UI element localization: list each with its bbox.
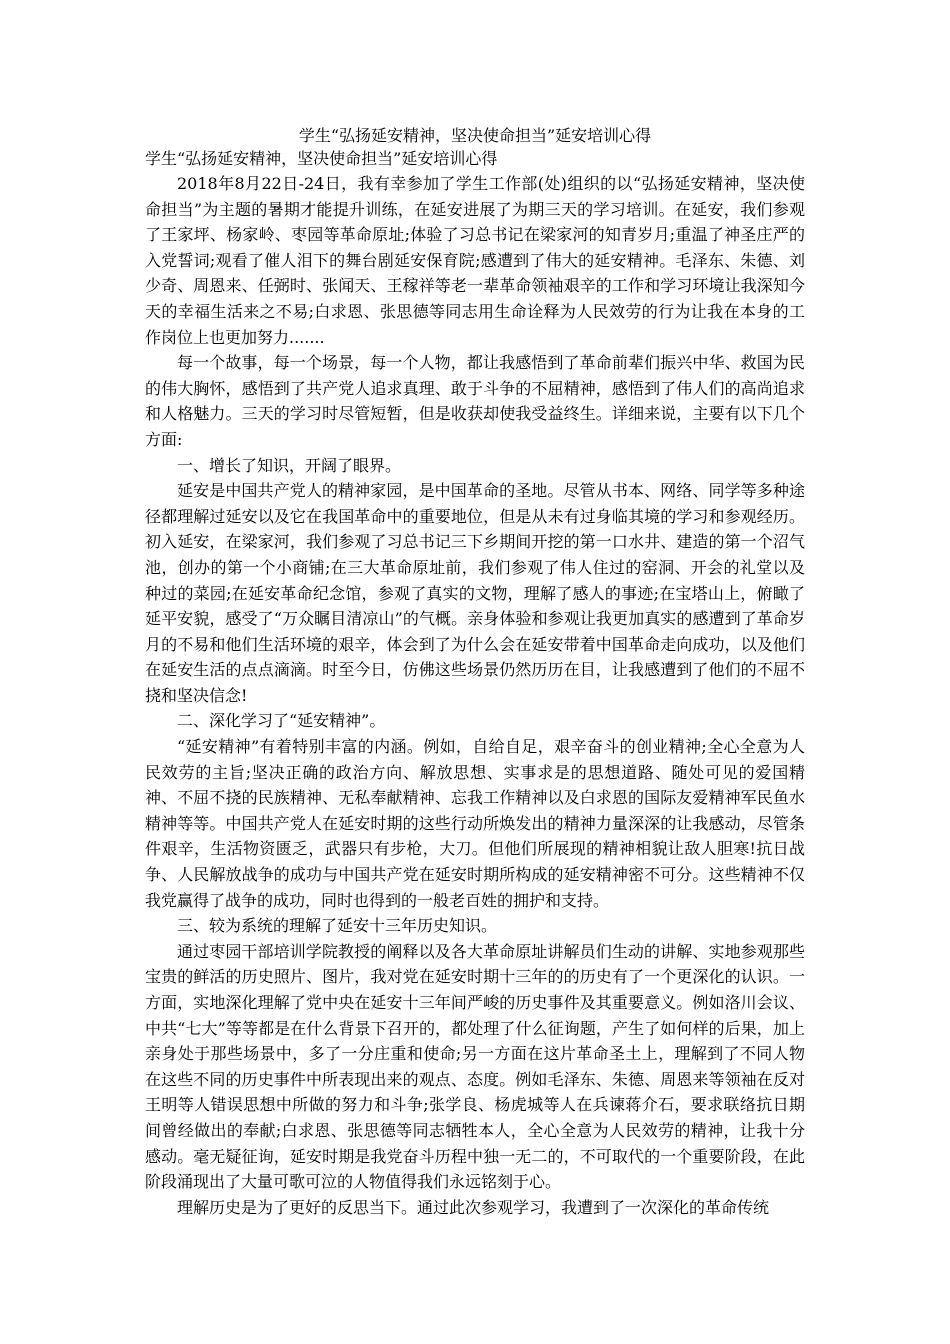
paragraph-section-3: 通过枣园干部培训学院教授的阐释以及各大革命原址讲解员们生动的讲解、实地参观那些宝贵的鲜活的历史照片、图片，我对党在延安时期十三年的的历史有了一个更深化的认识。一方面，实地深化理解了党中央在延安十三年间严峻的历史事件及其重要意义。例如洛川会议、中共“七大”等等都是在什么背景下召开的，都处理了什么征询题，产生了如何样的后果，加上亲身处于那些场景中，多了一分庄重和使命;另一方面在这片革命圣土上，理解到了不同人物在这些不同的历史事件中所表现出来的观点、态度。例如毛泽东、朱德、周恩来等领袖在反对王明等人错误思想中所做的努力和斗争;张学良、杨虎城等人在兵谏蒋介石，要求联络抗日期间曾经做出的奉献;白求恩、张思德等同志牺牲本人，全心全意为人民效劳的精神，让我十分感动。毫无疑征询，延安时期是我党奋斗历程中独一无二的，不可取代的一个重要阶段，在此阶段涌现出了大量可歌可泣的人物值得我们永远铭刻于心。 (145, 941, 805, 1192)
paragraph-section-2: “延安精神”有着特别丰富的内涵。例如，自给自足，艰辛奋斗的创业精神;全心全意为人民效劳的主旨;坚决正确的政治方向、解放思想、实事求是的思想道路、随处可见的爱国精神、不屈不挠的民族精神、无私奉献精神、忘我工作精神以及白求恩的国际友爱精神军民鱼水精神等等。中国共产党人在延安时期的这些行动所焕发出的精神力量深深的让我感动，尽管条件艰辛，生活物资匮乏，武器只有步枪，大刀。但他们所展现的精神相貌让敌人胆寒!抗日战争、人民解放战争的成功与中国共产党在延安时期所构成的延安精神密不可分。这些精神不仅我党赢得了战争的成功，同时也得到的一般老百姓的拥护和支持。 (145, 737, 805, 910)
section-heading-2: 二、深化学习了“延安精神”。 (177, 711, 386, 731)
document-page (145, 125, 805, 1220)
paragraph-intro: 2018年8月22日-24日，我有幸参加了学生工作部(处)组织的以“弘扬延安精神，坚决使命担当”为主题的暑期才能提升训练，在延安进展了为期三天的学习培训。在延安，我们参观了王家坪、杨家岭、枣园等革命原址;体验了习总书记在梁家河的知青岁月;重温了神圣庄严的入党誓词;观看了催人泪下的舞台剧延安保育院;感遭到了伟大的延安精神。毛泽东、朱德、刘少奇、周恩来、任弼时、张闻天、王稼祥等老一辈革命领袖艰辛的工作和学习环境让我深知今天的幸福生活来之不易;白求恩、张思德等同志用生命诠释为人民效劳的行为让我在本身的工作岗位上也更加努力....... (145, 174, 805, 347)
document-subtitle: 学生“弘扬延安精神，坚决使命担当”延安培训心得 (145, 149, 498, 168)
section-heading-3: 三、较为系统的理解了延安十三年历史知识。 (177, 916, 498, 936)
paragraph-summary: 每一个故事，每一个场景，每一个人物，都让我感悟到了革命前辈们振兴中华、救国为民的伟大胸怀，感悟到了共产党人追求真理、敢于斗争的不屈精神，感悟到了伟人们的高尚追求和人格魅力。三天的学习时尽管短暂，但是收获却使我受益终生。详细来说，主要有以下几个方面: (145, 353, 805, 449)
paragraph-section-1: 延安是中国共产党人的精神家园，是中国革命的圣地。尽管从书本、网络、同学等多种途径都理解过延安以及它在我国革命中的重要地位，但是从未有过身临其境的学习和参观经历。初入延安，在梁家河，我们参观了习总书记三下乡期间开挖的第一口水井、建造的第一个沼气池，创办的第一个小商铺;在三大革命原址前，我们参观了伟人住过的窑洞、开会的礼堂以及种过的菜园;在延安革命纪念馆，参观了真实的文物，理解了感人的事迹;在宝塔山上，俯瞰了延平安貌，感受了“万众瞩目清凉山”的气概。亲身体验和参观让我更加真实的感遭到了革命岁月的不易和他们生活环境的艰辛，体会到了为什么会在延安带着中国革命走向成功，以及他们在延安生活的点点滴滴。时至今日，仿佛这些场景仍然历历在目，让我感遭到了他们的不屈不挠和坚决信念! (145, 481, 805, 705)
document-title: 学生“弘扬延安精神，坚决使命担当”延安培训心得 (298, 126, 652, 145)
section-heading-1: 一、增长了知识，开阔了眼界。 (177, 455, 402, 475)
paragraph-reflection: 理解历史是为了更好的反思当下。通过此次参观学习，我遭到了一次深化的革命传统 (177, 1197, 770, 1217)
